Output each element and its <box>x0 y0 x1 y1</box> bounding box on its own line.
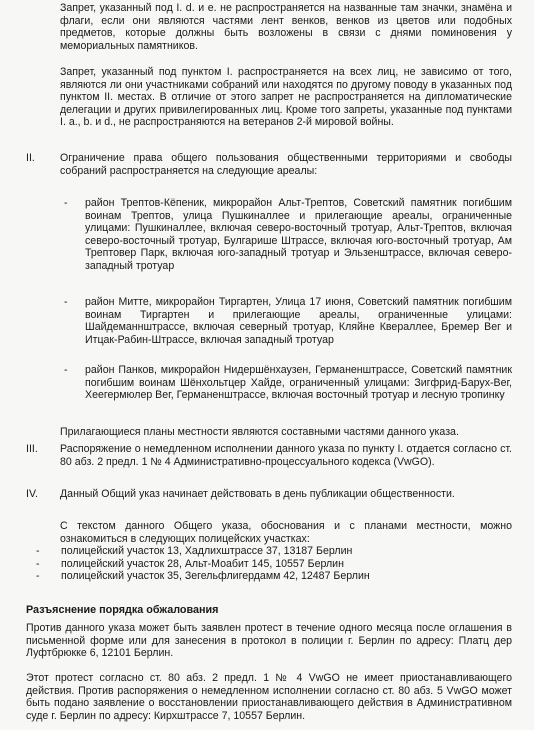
police-station-item <box>36 570 512 583</box>
section-2-text: Ограничение права общего пользования общественными территориями и свободы собраний распространяется на следующие ареалы: <box>60 152 512 177</box>
police-station-item <box>36 545 512 558</box>
section-3-text: Распоряжение о немедленном исполнении данного указа по пункту I. отдается согласно ст. 80 абз. 2 предл. 1 № 4 Административно-процессуального кодекса (VwGO). <box>60 443 512 468</box>
area-3-dash: - <box>64 364 68 376</box>
list-dash: - <box>36 570 40 583</box>
plans-note: Прилагающиеся планы местности являются составными частями данного указа. <box>60 426 459 438</box>
area-3-text: район Панков, микрорайон Нидершёнхаузен, Германенштрассе, Советский памятник погибшим воинам Шёнхольтцер Хайде, ограниченный улицами: Зигфрид-Барух-Вег, Хеегермюлер Вег, Германенштрассе, включая восточный тротуар и лесную тропинку <box>85 364 512 402</box>
police-station-item <box>36 558 512 571</box>
area-2-dash: - <box>64 296 68 308</box>
police-station-text: полицейский участок 28, Альт-Моабит 145, 10557 Берлин <box>61 557 344 570</box>
police-station-text: полицейский участок 13, Хадлихштрассе 37, 13187 Берлин <box>61 545 353 557</box>
area-1-text: район Трептов-Кёпеник, микрорайон Альт-Трептов, Советский памятник погибшим воинам Трептов, улица Пушкиналлее и прилегающие ареалы, ограниченные улицами: Пушкиналлее, включая северо-восточный тротуар, Альт-Трептов, включая северо-восточный тротуар, Булгарише Штрассе, включая юго-восточный тротуар, Ам Трептовер Парк, включая юго-западный тротуар и Эльзенштрассе, включая северо-западный тротуар <box>85 197 512 272</box>
area-2-text: район Митте, микрорайон Тиргартен, Улица 17 июня, Советский памятник погибшим воинам Тиргартен и прилегающие ареалы, ограниченные улицами: Шайдеманнштрассе, включая северный тротуар, Кляйне Квераллее, Бремер Вег и Итцак-Рабин-Штрассе, включая западный тротуар <box>85 296 512 346</box>
list-dash: - <box>36 545 40 557</box>
intro-paragraph-1: Запрет, указанный под I. d. и е. не распространяется на названные там значки, знамёна и флаги, если они являются частями лент венков, венков из цветов или подобных предметов, которые должны быть возложены в связи с днями поминовения у мемориальных памятников. <box>60 2 512 52</box>
section-4-number: IV. <box>26 488 38 500</box>
police-station-list <box>36 545 512 583</box>
appeal-heading: Разъяснение порядка обжалования <box>26 604 219 616</box>
list-dash: - <box>36 557 40 570</box>
police-station-text: полицейский участок 35, Зегельфлигердамм 42, 12487 Берлин <box>61 570 370 583</box>
section-3-number: III. <box>26 443 38 455</box>
appeal-paragraph-1: Против данного указа может быть заявлен протест в течение одного месяца после оглашения в письменной форме или для занесения в протокол в полиции г. Берлин по адресу: Платц дер Луфтбрюкке 6, 12101 Берлин. <box>26 622 512 660</box>
area-1-dash: - <box>64 197 68 209</box>
section-2-number: II. <box>26 152 35 164</box>
section-4-text: Данный Общий указ начинает действовать в день публикации общественности. <box>60 488 455 500</box>
intro-paragraph-2: Запрет, указанный под пунктом I. распространяется на всех лиц, не зависимо от того, являются ли они участниками собраний или находятся по другому поводу в указанных под пунктом II. местах. В отличие от этого запрет не распространяется на дипломатические делегации и других привилегированных лиц. Кроме того запреты, указанные под пунктами I. a., b. и d., не распространяются на ветеранов 2-й мировой войны. <box>60 66 512 129</box>
appeal-paragraph-2: Этот протест согласно ст. 80 абз. 2 предл. 1 № 4 VwGO не имеет приостанавливающего действия. Против распоряжения о немедленном исполнении согласно ст. 80 абз. 5 VwGO может быть подано заявление о восстановлении приостанавливающего действия в Административном суде г. Берлин по адресу: Кирхштрассе 7, 10557 Берлин. <box>26 672 512 722</box>
stations-intro: С текстом данного Общего указа, обоснования и с планами местности, можно ознакомиться в следующих полицейских участках: <box>60 520 512 545</box>
